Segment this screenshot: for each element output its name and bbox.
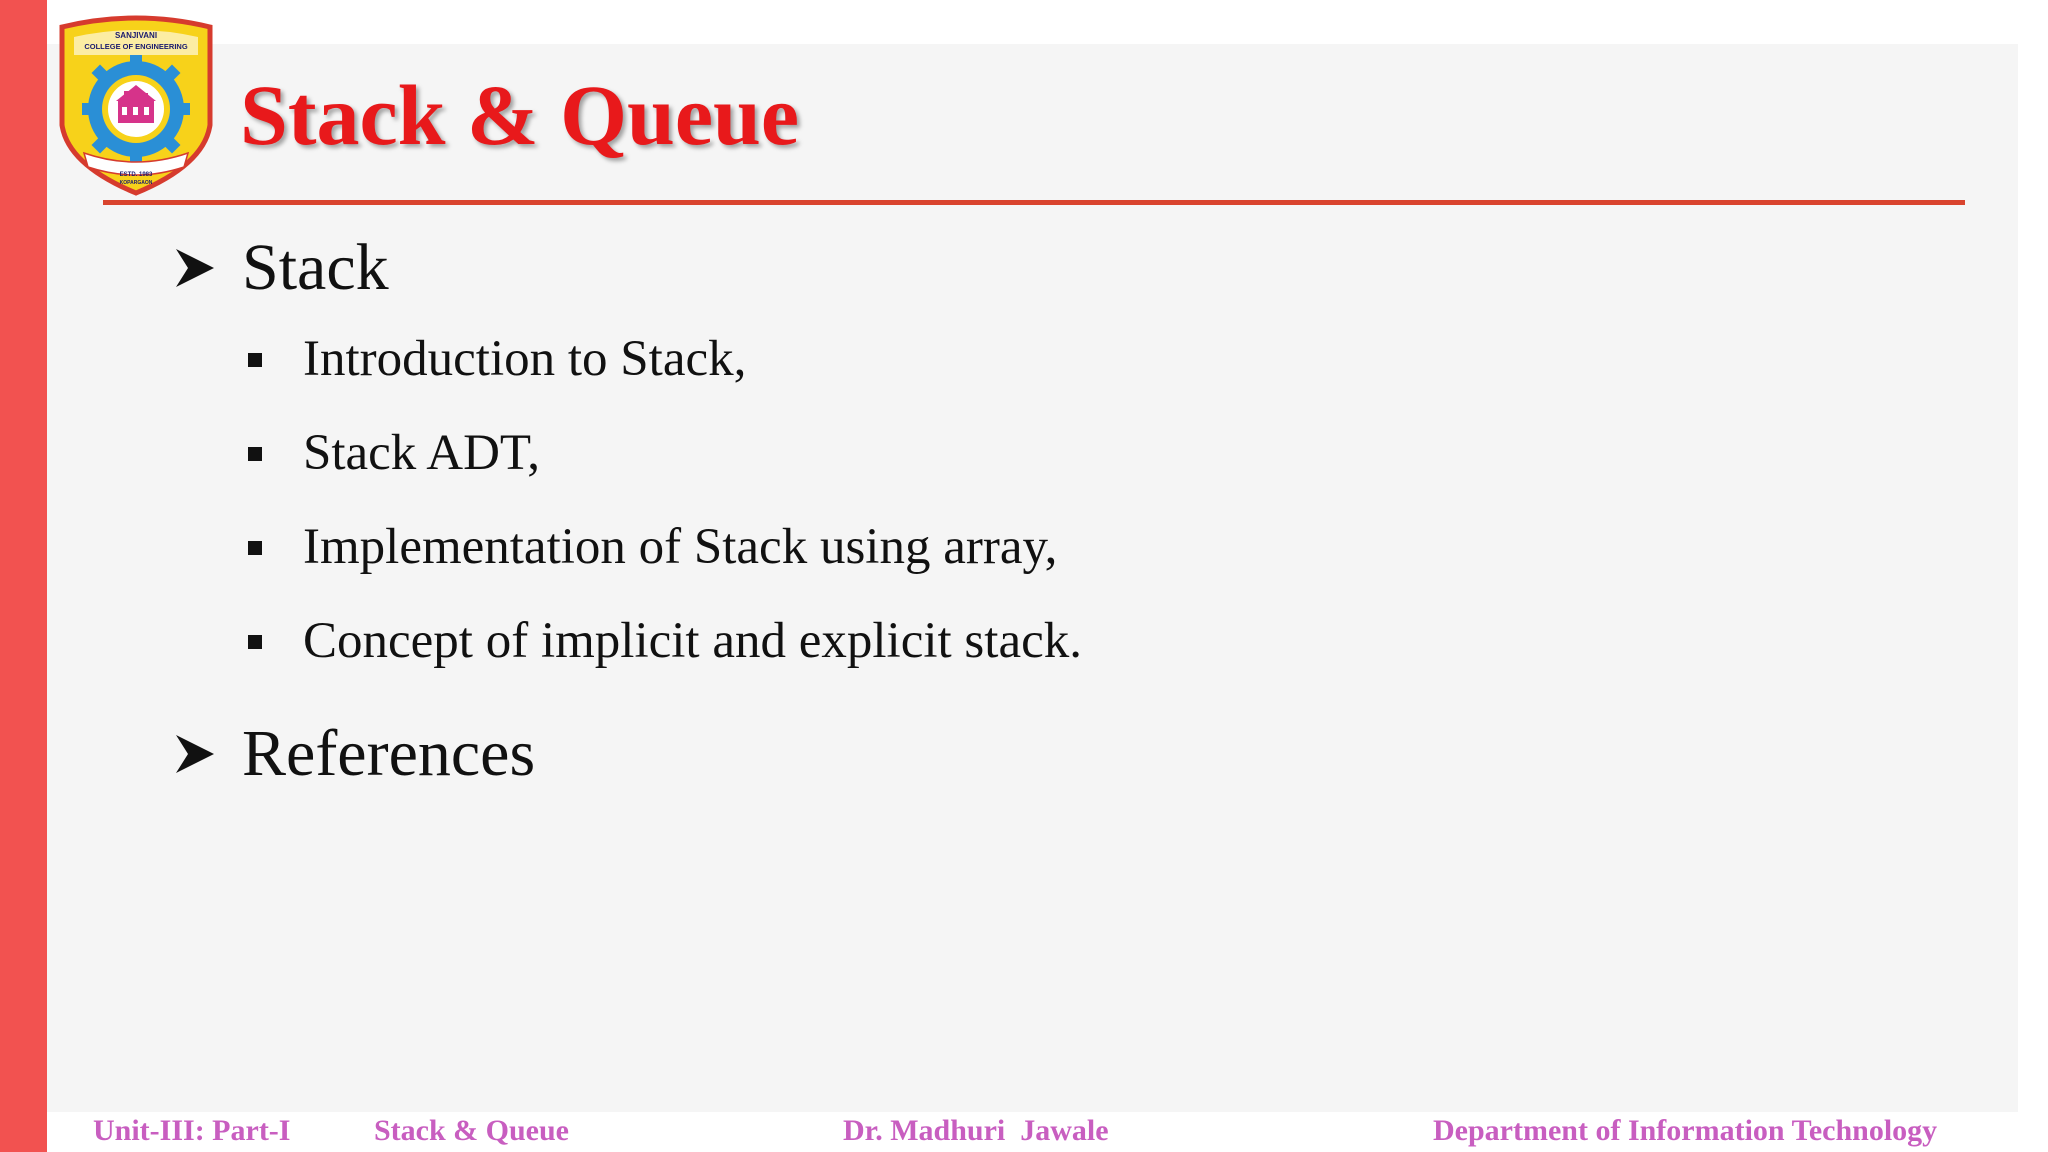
list-item — [248, 613, 1082, 669]
square-bullet-icon — [248, 447, 262, 461]
footer-unit: Unit-III: Part-I — [93, 1114, 291, 1147]
section-references — [172, 717, 536, 790]
footer-topic: Stack & Queue — [374, 1114, 569, 1147]
arrowhead-bullet-icon — [172, 731, 218, 777]
college-crest-icon — [54, 15, 218, 197]
arrowhead-bullet-icon — [172, 245, 218, 291]
footer-author: Dr. Madhuri Jawale — [843, 1114, 1109, 1147]
list-item — [248, 331, 747, 387]
logo-text-sub: COLLEGE OF ENGINEERING — [84, 42, 188, 51]
list-item-text: Stack ADT, — [303, 425, 541, 481]
list-item-text: Introduction to Stack, — [303, 331, 747, 387]
logo-text-top: SANJIVANI — [114, 31, 158, 40]
list-item — [248, 425, 541, 481]
section-heading: Stack — [242, 231, 389, 304]
list-item — [248, 519, 1058, 575]
list-item-text: Concept of implicit and explicit stack. — [303, 613, 1082, 669]
square-bullet-icon — [248, 541, 262, 555]
logo-estd: ESTD. 1983 — [119, 172, 153, 178]
section-stack — [172, 231, 389, 304]
list-item-text: Implementation of Stack using array, — [303, 519, 1058, 575]
slide-title: Stack & Queue — [240, 67, 799, 163]
square-bullet-icon — [248, 353, 262, 367]
footer-department: Department of Information Technology — [1433, 1114, 1938, 1147]
title-divider — [103, 200, 1965, 205]
section-heading: References — [242, 717, 536, 790]
left-accent-bar — [0, 0, 47, 1152]
square-bullet-icon — [248, 635, 262, 649]
logo-place: KOPARGAON — [119, 180, 153, 186]
